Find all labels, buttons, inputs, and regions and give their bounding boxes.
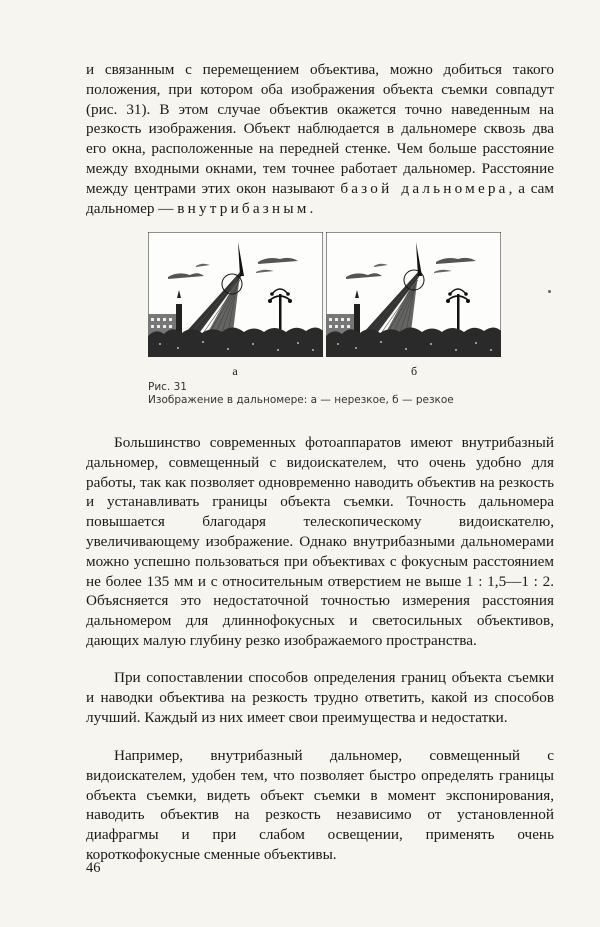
paragraph-1: Большинство современных фотоаппаратов имеют внутрибазный дальномер, совмещенный с видоискателем, что очень удобно для работы, так как позволяет одновременно наводить объектив на резкость и устанавливать границы объекта съемки. Точность дальномера повышается благодаря телескопическому видоискателю, увеличивающему изображение. Однако внутрибазными дальномерами можно успешно пользоваться при объективах с фокусным расстоянием не более 135 мм и с относительным отверстием не выше 1 : 1,5—1 : 2. Объясняется это недостаточной точностью измерения расстояния дальномером для длиннофокусных и светосильных объективов, дающих малую глубину резко изображаемого пространства. [86,434,554,649]
figure-caption-title: Рис. 31 [148,381,187,393]
paragraph-3: Например, внутрибазный дальномер, совмещенный с видоискателем, удобен тем, что позволяет быстро определять границы объекта съемки, видеть объект съемки в момент экспонирования, наводить объектив на резкость независимо от установленной диафрагмы и при слабом освещении, применять очень короткофокусные сменные объективы. [86,747,554,863]
term-rangefinder-base: базой дальномера [340,179,509,197]
paragraph-2: При сопоставлении способов определения границ объекта съемки и наводки объектива на резкость трудно ответить, какой из способов лучший. Каждый из них имеет свои преимущества и недостатки. [86,669,554,726]
top-paragraph: и связанным с перемещением объектива, можно добиться такого положения, при котором оба изображения объекта съемки совпадут (рис. 31). В этом случае объектив окажется точно наведенным на резкость изображения. Объект наблюдается в дальномере сквозь два его окна, расположенные на передней стенке. Чем больше расстояние между входными окнами, тем точнее работает дальномер. Расстояние между центрами этих окон называют базой дальномера, а сам дальномер — внутрибазным. [86,61,554,217]
figure-caption-text: Изображение в дальномере: а — нерезкое, б — резкое [148,394,454,406]
figure-b-sharp [326,232,501,357]
page-number: 46 [86,860,101,876]
figure-a-unsharp [148,232,323,357]
figure-b-label: б [410,364,418,378]
figure-a-label: а [232,364,238,378]
term-internal-base: внутрибазным [177,199,310,217]
page-speck [548,290,551,293]
